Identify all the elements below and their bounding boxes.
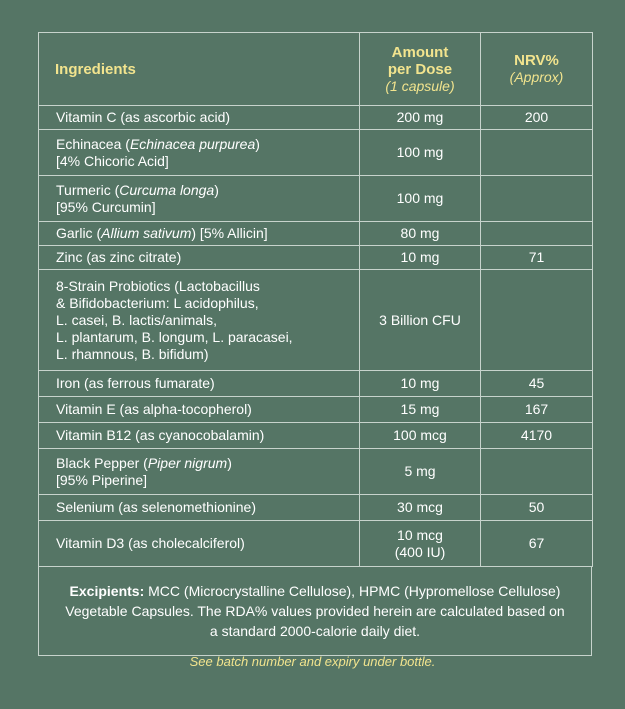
nrv-value: 45 [528,375,545,391]
amount-value: 200 mg [396,109,444,125]
nrv-header-label: NRV% [514,52,559,69]
ingredient-cell [39,222,360,246]
nrv-cell [481,397,593,423]
excipients-text: MCC (Microcrystalline Cellulose), HPMC (Hypromellose Cellulose) Vegetable Capsules. The RDA% values provided herein are calculated based on a standard 2000-calorie daily diet. [65,583,565,639]
table-row [39,423,593,449]
amount-header [360,33,481,106]
nrv-cell [481,495,593,521]
nrv-value: 4170 [520,427,553,443]
ingredient-cell [39,423,360,449]
ingredients-header: Ingredients [39,33,360,106]
amount-value: 100 mg [396,144,444,160]
amount-value: 30 mcg [397,499,443,515]
amount-value: 15 mg [400,401,440,417]
amount-header-line1: Amount [391,43,449,61]
ingredient-standardization: [95% Piperine] [56,471,148,488]
ingredient-line: & Bifidobacterium: L acidophilus, [56,294,259,311]
ingredient-line: 8-Strain Probiotics (Lactobacillus [56,277,260,294]
ingredient-name-suffix: ) [214,181,219,198]
nrv-value: 200 [524,109,549,125]
ingredient-cell [39,521,360,567]
nrv-header-sub: (Approx) [509,69,564,85]
table-row [39,176,593,222]
table-row [39,106,593,130]
nrv-cell [481,106,593,130]
nrv-cell [481,521,593,567]
nrv-cell [481,176,593,222]
amount-cell [360,521,481,567]
nrv-cell [481,222,593,246]
ingredient-cell [39,449,360,495]
ingredient-cell [39,495,360,521]
ingredient-name: Turmeric ( [56,181,120,198]
ingredient-standardization: [95% Curcumin] [56,198,156,215]
ingredient-line: L. casei, B. lactis/animals, [56,311,218,328]
excipients-note [38,567,592,656]
amount-header-line2: per Dose [387,60,453,78]
ingredient-latin-name: Allium sativum [101,225,192,241]
ingredient-name: Zinc (as zinc citrate) [56,249,182,265]
ingredient-name: Vitamin D3 (as cholecalciferol) [56,535,245,551]
batch-expiry-note: See batch number and expiry under bottle. [189,654,436,669]
amount-value: 5 mg [404,463,436,479]
nrv-cell [481,423,593,449]
ingredient-name: Selenium (as selenomethionine) [56,499,256,515]
nrv-value: 67 [528,535,545,551]
table-row [39,130,593,176]
ingredient-name-suffix: ) [5% Allicin] [191,225,268,241]
amount-header-sub: (1 capsule) [385,77,455,94]
nrv-header [481,33,593,106]
nrv-cell [481,246,593,270]
ingredient-line: L. plantarum, B. longum, L. paracasei, [56,328,293,345]
nrv-value: 167 [524,401,549,417]
amount-value: 80 mg [400,225,440,241]
ingredient-name: Iron (as ferrous fumarate) [56,375,215,391]
ingredient-line: L. rhamnous, B. bifidum) [56,345,209,362]
ingredient-latin-name: Curcuma longa [119,181,215,198]
table-row [39,397,593,423]
amount-cell [360,449,481,495]
ingredient-cell [39,176,360,222]
ingredient-name: Black Pepper ( [56,454,148,471]
ingredient-name: Vitamin C (as ascorbic acid) [56,109,231,125]
ingredient-name: Echinacea ( [56,135,130,152]
amount-value: 10 mg [400,249,440,265]
amount-cell [360,222,481,246]
amount-cell [360,130,481,176]
ingredient-cell [39,246,360,270]
nrv-cell [481,270,593,371]
ingredient-name: Garlic ( [56,225,102,241]
ingredient-standardization: [4% Chicoric Acid] [56,152,169,169]
table-row [39,222,593,246]
excipients-label: Excipients: [69,583,145,599]
nrv-value: 50 [528,499,545,515]
amount-cell [360,270,481,371]
table-row [39,371,593,397]
ingredient-name: Vitamin B12 (as cyanocobalamin) [56,427,265,443]
amount-cell [360,176,481,222]
table-row [39,521,593,567]
table-row [39,246,593,270]
table-row [39,270,593,371]
ingredients-table [38,32,593,567]
nrv-value: 71 [528,249,545,265]
amount-secondary: (400 IU) [394,543,446,560]
amount-value: 10 mg [400,375,440,391]
amount-cell [360,495,481,521]
amount-cell [360,246,481,270]
table-header-row [39,33,593,106]
amount-cell [360,371,481,397]
ingredient-cell [39,371,360,397]
amount-value: 10 mcg [397,526,443,543]
amount-value: 3 Billion CFU [379,311,461,328]
ingredient-name-suffix: ) [255,135,260,152]
table-row [39,449,593,495]
ingredient-latin-name: Echinacea purpurea [129,135,256,152]
nrv-cell [481,130,593,176]
ingredient-name-suffix: ) [227,454,232,471]
amount-cell [360,423,481,449]
ingredient-name: Vitamin E (as alpha-tocopherol) [56,401,252,417]
amount-value: 100 mg [396,190,444,206]
ingredient-cell [39,106,360,130]
supplement-facts-panel [38,32,592,656]
ingredient-cell [39,270,360,371]
amount-cell [360,106,481,130]
ingredient-latin-name: Piper nigrum [147,454,228,471]
nrv-cell [481,449,593,495]
amount-cell [360,397,481,423]
amount-value: 100 mcg [393,427,447,443]
table-row [39,495,593,521]
ingredient-cell [39,130,360,176]
nrv-cell [481,371,593,397]
ingredient-cell [39,397,360,423]
